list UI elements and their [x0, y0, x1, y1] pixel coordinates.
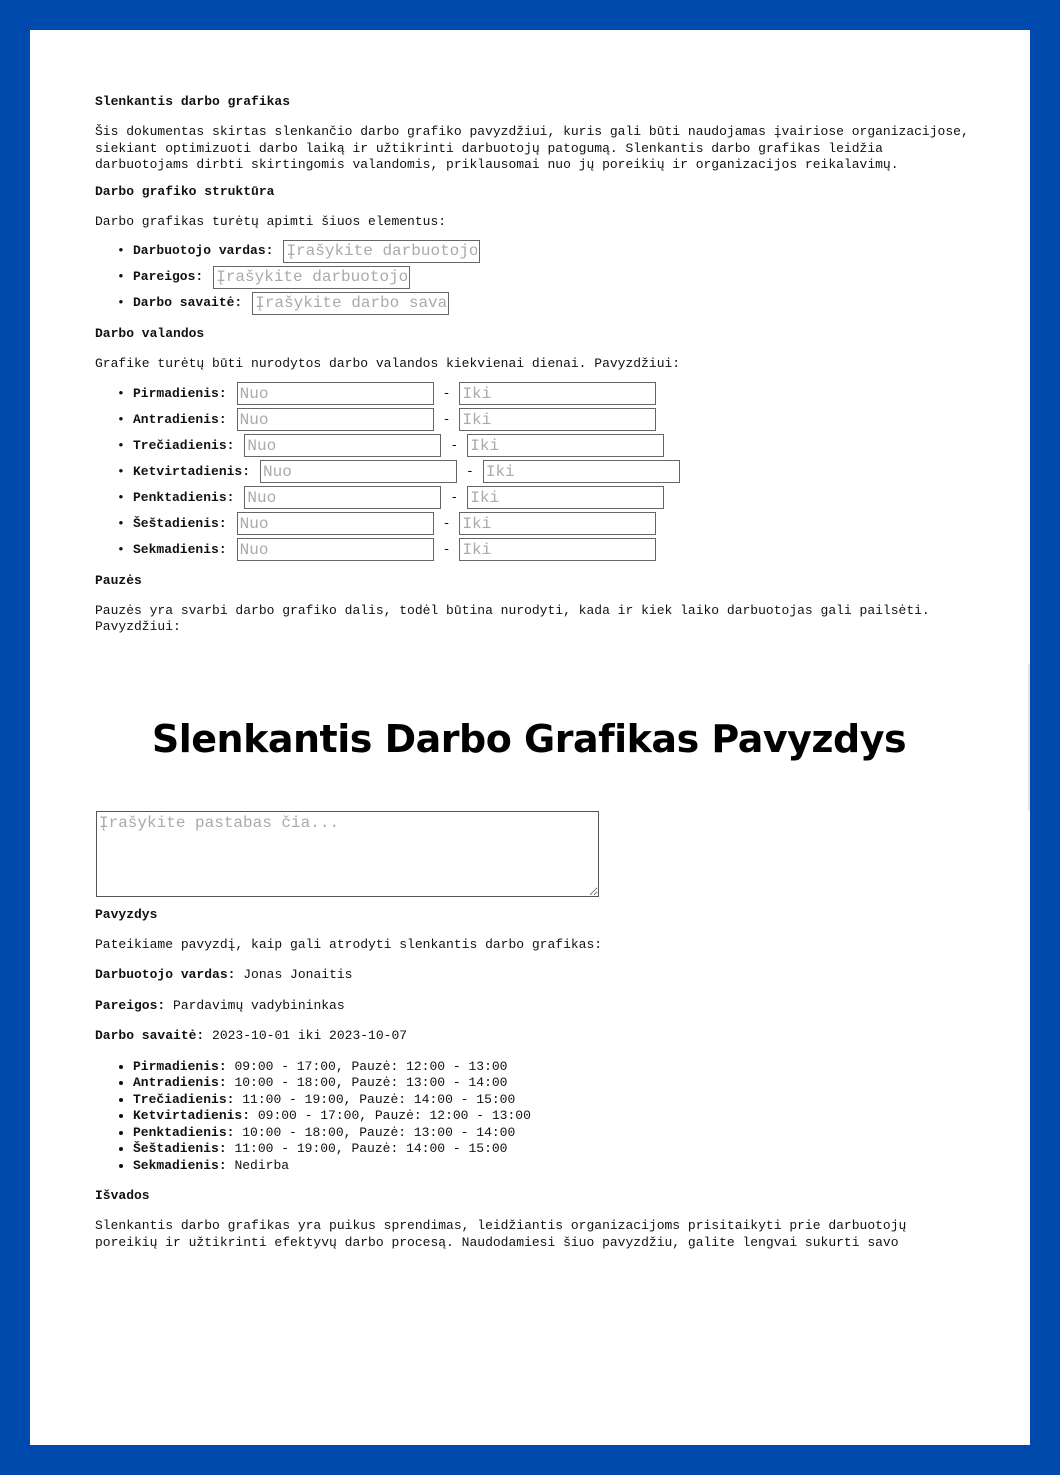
example-role-label: Pareigos:	[95, 997, 166, 1013]
schedule-value: Nedirba	[234, 1157, 290, 1173]
example-text: Pateikiame pavyzdį, kaip gali atrodyti slenkantis darbo grafikas:	[95, 936, 603, 952]
schedule-day: Trečiadienis:	[133, 1091, 235, 1107]
doc-title: Slenkantis darbo grafikas	[95, 94, 291, 109]
hours-from-input[interactable]	[244, 434, 441, 457]
hours-to-input[interactable]	[459, 538, 656, 561]
range-dash: -	[450, 489, 459, 505]
hours-list	[95, 381, 975, 563]
range-dash: -	[442, 385, 451, 401]
hours-to-input[interactable]	[483, 460, 680, 483]
banner-title: Slenkantis Darbo Grafikas Pavyzdys	[151, 717, 907, 761]
day-label: • Šeštadienis:	[133, 515, 227, 531]
example-week-line	[95, 1028, 975, 1045]
schedule-item	[133, 1141, 975, 1158]
hours-from-input[interactable]	[237, 512, 434, 535]
range-dash: -	[450, 437, 459, 453]
example-role-line	[95, 998, 975, 1015]
hours-heading: Darbo valandos	[95, 326, 205, 341]
field-role-row	[133, 264, 975, 290]
doc-intro: Šis dokumentas skirtas slenkančio darbo grafiko pavyzdžiui, kuris gali būti naudojamas įvairiose organizacijose, siekiant optimizuoti darbo laiką ir užtikrinti darbuotojų patogumą. Slenkantis darbo grafikas leidžia darbuotojams dirbti skirtingomis valandomis, priklausomai nuo jų poreikių ir organizacijos reikalavimų.	[95, 124, 969, 172]
schedule-item	[133, 1125, 975, 1142]
hours-to-input[interactable]	[467, 434, 664, 457]
conclusion-heading: Išvados	[95, 1188, 150, 1203]
schedule-item	[133, 1158, 975, 1175]
hours-to-input[interactable]	[467, 486, 664, 509]
schedule-value: 10:00 - 18:00, Pauzė: 13:00 - 14:00	[242, 1124, 516, 1140]
day-label: • Pirmadienis:	[133, 385, 227, 401]
structure-heading: Darbo grafiko struktūra	[95, 183, 275, 199]
hours-row	[133, 511, 975, 537]
hours-to-input[interactable]	[459, 408, 656, 431]
example-week-label: Darbo savaitė:	[95, 1028, 205, 1043]
breaks-heading: Pauzės	[95, 572, 142, 588]
day-label: • Sekmadienis:	[133, 541, 227, 557]
hours-row	[133, 381, 975, 407]
schedule-value: 11:00 - 19:00, Pauzė: 14:00 - 15:00	[234, 1141, 508, 1156]
hours-row	[133, 407, 975, 433]
day-label: • Antradienis:	[133, 411, 227, 427]
example-name-label: Darbuotojo vardas:	[95, 967, 236, 982]
hours-row	[133, 537, 975, 563]
example-schedule-list	[95, 1059, 975, 1175]
document-section-top	[30, 30, 1030, 664]
employee-name-input[interactable]	[283, 240, 480, 263]
schedule-day: Šeštadienis:	[133, 1141, 227, 1156]
range-dash: -	[466, 463, 474, 479]
conclusion-text: Slenkantis darbo grafikas yra puikus sprendimas, leidžiantis organizacijoms prisitaikyti prie darbuotojų poreikių ir užtikrinti efektyvų darbo procesą. Naudodamiesi šiuo pavyzdžiu, galite lengvai sukurti savo	[95, 1218, 907, 1250]
schedule-day: Sekmadienis:	[133, 1157, 227, 1173]
hours-row	[133, 459, 975, 485]
example-name-value: Jonas Jonaitis	[243, 967, 353, 982]
example-heading: Pavyzdys	[95, 906, 158, 922]
schedule-day: Ketvirtadienis:	[133, 1108, 251, 1123]
schedule-item	[133, 1059, 975, 1076]
example-week-value: 2023-10-01 iki 2023-10-07	[212, 1028, 408, 1043]
schedule-value: 10:00 - 18:00, Pauzė: 13:00 - 14:00	[234, 1075, 508, 1090]
hours-from-input[interactable]	[237, 408, 434, 431]
employee-role-input[interactable]	[213, 266, 410, 289]
schedule-value: 11:00 - 19:00, Pauzė: 14:00 - 15:00	[242, 1091, 516, 1107]
example-role-value: Pardavimų vadybininkas	[173, 997, 345, 1013]
schedule-item	[133, 1075, 975, 1092]
range-dash: -	[442, 515, 451, 531]
document-section-bottom	[30, 811, 1030, 1445]
field-name-row	[133, 238, 975, 264]
hours-to-input[interactable]	[459, 512, 656, 535]
field-role-label: • Pareigos:	[133, 269, 204, 284]
schedule-item	[133, 1108, 975, 1125]
hours-from-input[interactable]	[260, 460, 457, 483]
hours-from-input[interactable]	[237, 382, 434, 405]
schedule-value: 09:00 - 17:00, Pauzė: 12:00 - 13:00	[234, 1058, 508, 1074]
hours-text: Grafike turėtų būti nurodytos darbo valandos kiekvienai dienai. Pavyzdžiui:	[95, 356, 681, 371]
hours-to-input[interactable]	[459, 382, 656, 405]
schedule-item	[133, 1092, 975, 1109]
schedule-day: Pirmadienis:	[133, 1058, 227, 1074]
example-name-line	[95, 967, 975, 984]
schedule-day: Penktadienis:	[133, 1124, 235, 1140]
range-dash: -	[442, 541, 451, 557]
structure-fields	[95, 238, 975, 316]
schedule-day: Antradienis:	[133, 1075, 227, 1090]
day-label: • Trečiadienis:	[133, 437, 235, 453]
day-label: • Ketvirtadienis:	[133, 463, 251, 479]
field-week-row	[133, 290, 975, 316]
title-banner	[30, 664, 1030, 811]
notes-textarea[interactable]	[96, 811, 599, 897]
field-week-label: • Darbo savaitė:	[133, 295, 243, 310]
structure-text: Darbo grafikas turėtų apimti šiuos elementus:	[95, 213, 447, 229]
hours-row	[133, 485, 975, 511]
day-label: • Penktadienis:	[133, 489, 235, 505]
document-page	[30, 30, 1030, 1445]
schedule-value: 09:00 - 17:00, Pauzė: 12:00 - 13:00	[257, 1108, 531, 1123]
breaks-text: Pauzės yra svarbi darbo grafiko dalis, todėl būtina nurodyti, kada ir kiek laiko darbuotojas gali pailsėti. Pavyzdžiui:	[95, 602, 930, 634]
hours-from-input[interactable]	[244, 486, 441, 509]
work-week-input[interactable]	[252, 292, 449, 315]
hours-row	[133, 433, 975, 459]
range-dash: -	[442, 411, 451, 427]
field-name-label: • Darbuotojo vardas:	[133, 243, 274, 258]
hours-from-input[interactable]	[237, 538, 434, 561]
